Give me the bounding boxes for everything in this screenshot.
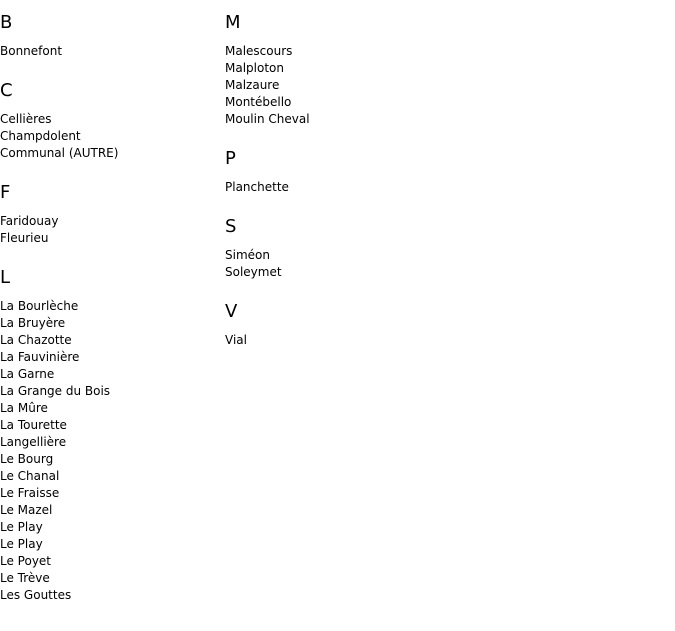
place-item[interactable]: La Grange du Bois (0, 384, 111, 398)
place-item[interactable]: Le Play (0, 520, 43, 534)
place-item[interactable]: Faridouay (0, 214, 59, 228)
place-item[interactable]: Fleurieu (0, 231, 49, 245)
letter-heading: B (0, 12, 13, 33)
letter-heading: V (225, 301, 238, 322)
place-item[interactable]: La Chazotte (0, 333, 72, 347)
letter-group-m (225, 12, 445, 128)
index-column-right (225, 0, 445, 349)
place-item[interactable]: Le Chanal (0, 469, 60, 483)
place-item[interactable]: La Garne (0, 367, 55, 381)
place-item[interactable]: Planchette (225, 180, 289, 194)
place-list (0, 298, 215, 604)
place-item[interactable]: La Tourette (0, 418, 67, 432)
place-item[interactable]: Langellière (0, 435, 67, 449)
letter-group-c (0, 80, 215, 162)
letter-heading: M (225, 12, 241, 33)
letter-group-f (0, 182, 215, 247)
place-item[interactable]: Cellières (0, 112, 52, 126)
place-list (0, 213, 215, 247)
place-item[interactable]: Bonnefont (0, 44, 63, 58)
place-list (0, 111, 215, 162)
place-item[interactable]: Champdolent (0, 129, 81, 143)
letter-heading: F (0, 182, 11, 203)
place-item[interactable]: Moulin Cheval (225, 112, 310, 126)
place-item[interactable]: Les Gouttes (0, 588, 72, 602)
letter-group-v (225, 301, 445, 349)
place-item[interactable]: La Fauvinière (0, 350, 80, 364)
place-item[interactable]: Le Play (0, 537, 43, 551)
letter-heading: L (0, 267, 11, 288)
place-item[interactable]: Siméon (225, 248, 270, 262)
index-column-left (0, 0, 215, 604)
place-item[interactable]: Le Bourg (0, 452, 54, 466)
letter-group-s (225, 216, 445, 281)
place-item[interactable]: Malploton (225, 61, 284, 75)
letter-heading: S (225, 216, 237, 237)
place-item[interactable]: Vial (225, 333, 247, 347)
letter-group-l (0, 267, 215, 604)
place-item[interactable]: Malescours (225, 44, 293, 58)
place-list (0, 43, 215, 60)
place-list (225, 332, 445, 349)
place-item[interactable]: Le Fraisse (0, 486, 60, 500)
place-item[interactable]: La Mûre (0, 401, 48, 415)
place-item[interactable]: Le Mazel (0, 503, 53, 517)
place-item[interactable]: Soleymet (225, 265, 282, 279)
place-list (225, 43, 445, 128)
place-list (225, 179, 445, 196)
place-item[interactable]: Communal (AUTRE) (0, 146, 119, 160)
place-list (225, 247, 445, 281)
letter-group-p (225, 148, 445, 196)
place-item[interactable]: La Bourlèche (0, 299, 79, 313)
place-item[interactable]: Le Poyet (0, 554, 52, 568)
letter-heading: C (0, 80, 13, 101)
place-item[interactable]: La Bruyère (0, 316, 66, 330)
letter-group-b (0, 12, 215, 60)
place-item[interactable]: Le Trève (0, 571, 50, 585)
letter-heading: P (225, 148, 236, 169)
place-item[interactable]: Malzaure (225, 78, 280, 92)
place-item[interactable]: Montébello (225, 95, 292, 109)
